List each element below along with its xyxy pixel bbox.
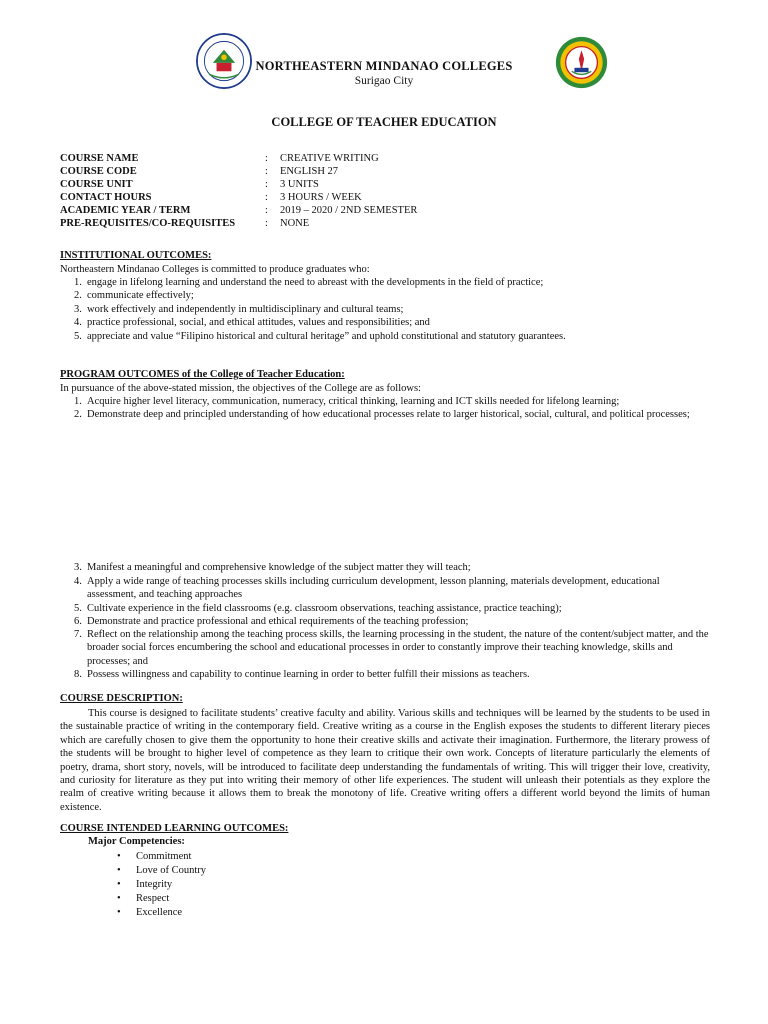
school-city: Surigao City — [354, 75, 414, 87]
list-text: practice professional, social, and ethical attitudes, values and responsibilities; and — [87, 317, 430, 328]
course-info-label: CONTACT HOURS — [60, 192, 152, 203]
list-text: Integrity — [136, 879, 173, 890]
course-info-value: 3 UNITS — [280, 179, 319, 190]
list-text: engage in lifelong learning and understand the need to abreast with the developments in the field of practice; — [87, 277, 544, 288]
course-info-value: ENGLISH 27 — [280, 166, 339, 177]
course-info-label: COURSE NAME — [60, 153, 139, 164]
course-info-label: COURSE CODE — [60, 166, 137, 177]
college-title: COLLEGE OF TEACHER EDUCATION — [271, 115, 497, 129]
list-number: 4. — [74, 576, 82, 587]
ilo-heading: COURSE INTENDED LEARNING OUTCOMES: — [60, 823, 289, 834]
course-info-colon: : — [265, 218, 268, 229]
course-info-label: PRE-REQUISITES/CO-REQUISITES — [60, 218, 236, 229]
list-number: 7. — [74, 629, 82, 640]
list-number: 5. — [74, 331, 82, 342]
list-number: 8. — [74, 669, 82, 680]
list-text: Cultivate experience in the field classrooms (e.g. classroom observations, teaching assistance, practice teaching); — [87, 603, 562, 614]
bullet-icon: • — [117, 851, 121, 862]
list-text: Demonstrate deep and principled understanding of how educational processes relate to larger historical, social, cultural, and political processes; — [87, 409, 690, 420]
course-info-label: COURSE UNIT — [60, 179, 133, 190]
list-number: 4. — [74, 317, 82, 328]
list-number: 3. — [74, 304, 82, 315]
list-text: work effectively and independently in multidisciplinary and cultural teams; — [87, 304, 404, 315]
course-info-value: 3 HOURS / WEEK — [280, 192, 362, 203]
bullet-icon: • — [117, 907, 121, 918]
institutional-outcomes-heading: INSTITUTIONAL OUTCOMES: — [60, 250, 212, 261]
list-text: Possess willingness and capability to continue learning in order to better fulfill their missions as teachers. — [87, 669, 530, 680]
program-intro: In pursuance of the above-stated mission, the objectives of the College are as follows: — [60, 383, 421, 394]
course-description-heading: COURSE DESCRIPTION: — [60, 693, 183, 704]
course-description-text: This course is designed to facilitate students’ creative faculty and ability. Various skills and techniques will be learned by the students to be used in the sustainable practice of writing in the contemporary field. Creative writing as a course in the English exposes the students to different literary pieces which are carefully chosen to give them the opportunity to hone their creative skills and activate their imagination. Furthermore, the literary prowess of the students will be brought to higher level of competence as they learn to critique their own work. Concepts of literature particularly the elements of poetry, drama, short story, novels, will be introduced to facilitate deep understanding the fundamentals of writing. This will trigger their love, creativity, and curiosity for literature as they put into writing their memory of other life experiences. The student will unleash their potentials as they explore the realm of creative writing because it allows them to break the monotony of life. Creative writing offers a different world beyond the limits of human existence. — [60, 708, 710, 813]
program-outcomes-heading: PROGRAM OUTCOMES of the College of Teacher Education: — [60, 369, 345, 380]
list-text: Reflect on the relationship among the teaching process skills, the learning processing in the student, the nature of the content/subject matter, and the broader social forces encumbering the school and educational processes in order to constantly improve their teaching knowledge, skills and processes; and — [87, 629, 709, 667]
course-info-colon: : — [265, 179, 268, 190]
list-number: 5. — [74, 603, 82, 614]
list-text: Manifest a meaningful and comprehensive knowledge of the subject matter they will teach; — [87, 562, 471, 573]
course-info-label: ACADEMIC YEAR / TERM — [60, 205, 191, 216]
list-text: Commitment — [136, 851, 192, 862]
list-number: 2. — [74, 290, 82, 301]
course-info-value: 2019 – 2020 / 2ND SEMESTER — [280, 205, 418, 216]
course-info-colon: : — [265, 192, 268, 203]
school-name: NORTHEASTERN MINDANAO COLLEGES — [255, 59, 513, 73]
list-text: Excellence — [136, 907, 183, 918]
list-text: Apply a wide range of teaching processes skills including curriculum development, lesson planning, materials development, educational assessment, and teaching approaches — [87, 576, 660, 601]
list-text: Respect — [136, 893, 170, 904]
list-text: Acquire higher level literacy, communication, numeracy, critical thinking, learning and ICT skills needed for lifelong learning; — [87, 396, 620, 407]
list-text: Demonstrate and practice professional and ethical requirements of the teaching profession; — [87, 616, 469, 627]
bullet-icon: • — [117, 865, 121, 876]
list-number: 1. — [74, 277, 82, 288]
list-number: 3. — [74, 562, 82, 573]
list-text: Love of Country — [136, 865, 206, 876]
list-number: 1. — [74, 396, 82, 407]
bullet-icon: • — [117, 879, 121, 890]
bullet-icon: • — [117, 893, 121, 904]
course-info-colon: : — [265, 153, 268, 164]
list-text: appreciate and value “Filipino historical and cultural heritage” and uphold constitutional and statutory guarantees. — [87, 331, 566, 342]
institutional-intro: Northeastern Mindanao Colleges is committed to produce graduates who: — [60, 264, 370, 275]
course-info-colon: : — [265, 205, 268, 216]
ilo-subheading: Major Competencies: — [88, 836, 185, 847]
list-number: 2. — [74, 409, 82, 420]
course-info-value: NONE — [280, 218, 310, 229]
list-text: communicate effectively; — [87, 290, 194, 301]
course-info-colon: : — [265, 166, 268, 177]
list-number: 6. — [74, 616, 82, 627]
course-info-value: CREATIVE WRITING — [280, 153, 379, 164]
